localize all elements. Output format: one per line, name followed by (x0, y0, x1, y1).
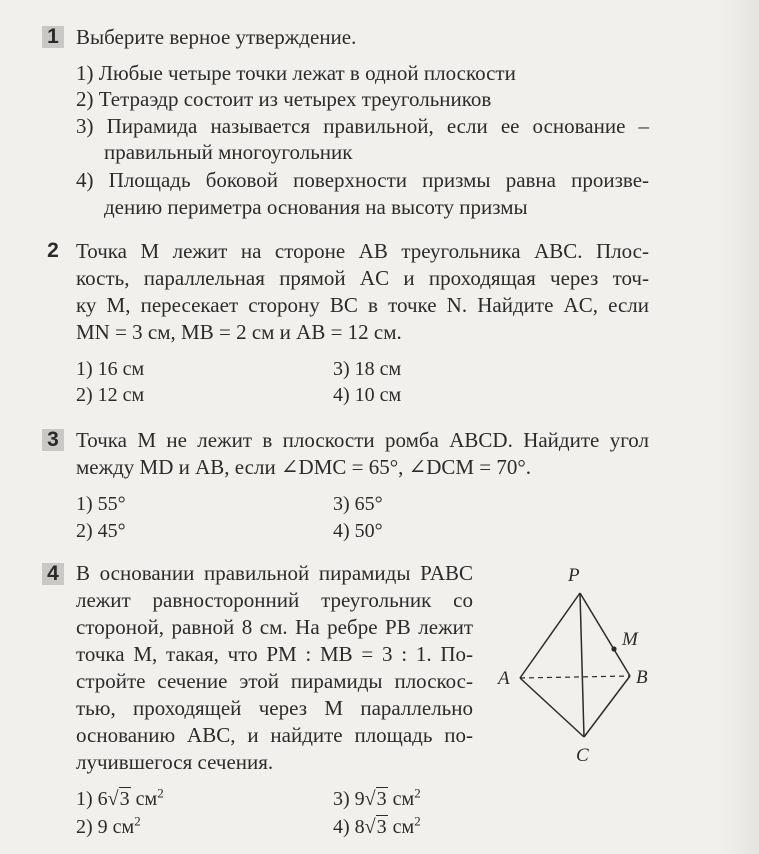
pyramid-figure (490, 563, 680, 773)
edge-BC (584, 676, 630, 737)
option: 4) Площадь боковой поверхности призмы равна произве- (76, 168, 650, 192)
problem-number: 1 (42, 26, 64, 48)
answer-option: 1) 6√3 $см^2$ (76, 785, 164, 810)
problem-text-line: кость, параллельная прямой AC и проходящая через точ- (76, 266, 649, 290)
problem-number: 4 (42, 563, 64, 585)
problem-number: 2 (47, 239, 59, 262)
answer-option: 4) 10 см (333, 384, 402, 406)
sqrt-symbol: √3 (364, 816, 387, 838)
sqrt-symbol: √3 (364, 788, 387, 810)
label-P: P (568, 565, 580, 586)
option: 1) Любые четыре точки лежат в одной плоскости (76, 61, 516, 85)
option-continuation: правильный многоугольник (104, 140, 353, 164)
problem-stem: Выберите верное утверждение. (76, 25, 357, 49)
answer-option: 2) 45° (76, 520, 126, 542)
problem-text-line: стройте сечение этой пирамиды плоскос- (76, 669, 473, 693)
sqrt-symbol: √3 (107, 788, 130, 810)
label-B: B (636, 667, 648, 688)
label-M: M (622, 629, 638, 650)
answer-option: 1) 16 см (76, 358, 145, 380)
point-M (611, 646, 616, 651)
problem-text-line: ку M, пересекает сторону BC в точке N. Найдите AC, если (76, 293, 649, 317)
edge-AC (520, 678, 584, 737)
problem-text-line: точка M, такая, что PM : MB = 3 : 1. По- (76, 642, 473, 666)
answer-option: 4) 50° (333, 520, 383, 542)
problem-text-line: тью, проходящей через M параллельно (76, 696, 473, 720)
problem-text-line: лежит равносторонний треугольник со (76, 588, 473, 612)
problem-text-line: стороной, равной 8 см. На ребре PB лежит (76, 615, 473, 639)
option: 3) Пирамида называется правильной, если ее основание – (76, 114, 649, 138)
answer-option: 1) 55° (76, 493, 126, 515)
problem-text-line: Точка M не лежит в плоскости ромба ABCD. Найдите угол (76, 428, 649, 452)
edge-PA (520, 593, 580, 678)
answer-option: 4) 8√3 $см^2$ (333, 813, 421, 838)
label-A: A (498, 668, 510, 689)
answer-option: 2) 12 см (76, 384, 145, 406)
option: 2) Тетраэдр состоит из четырех треугольников (76, 87, 492, 111)
label-C: C (576, 745, 589, 766)
problem-text-line: основанию ABC, и найдите площадь по- (76, 723, 473, 747)
option-continuation: дению периметра основания на высоту призмы (104, 195, 528, 219)
problem-text-line: Точка M лежит на стороне AB треугольника ABC. Плос- (76, 239, 649, 263)
edge-PC (580, 593, 584, 737)
problem-text-line: MN = 3 см, MB = 2 см и AB = 12 см. (76, 320, 402, 344)
answer-option: 3) 18 см (333, 358, 402, 380)
answer-option: 2) 9 $см^2$ (76, 813, 141, 838)
problem-text-line: между MD и AB, если ∠DMC = 65°, ∠DCM = 70°. (76, 455, 532, 479)
problem-text-line: В основании правильной пирамиды PABC (76, 561, 473, 585)
answer-option: 3) 9√3 $см^2$ (333, 785, 421, 810)
problem-number: 3 (42, 429, 64, 451)
edge-AB-hidden (520, 676, 630, 678)
answer-option: 3) 65° (333, 493, 383, 515)
page-edge-shadow (719, 0, 759, 854)
problem-text-line: лучившегося сечения. (76, 750, 274, 774)
